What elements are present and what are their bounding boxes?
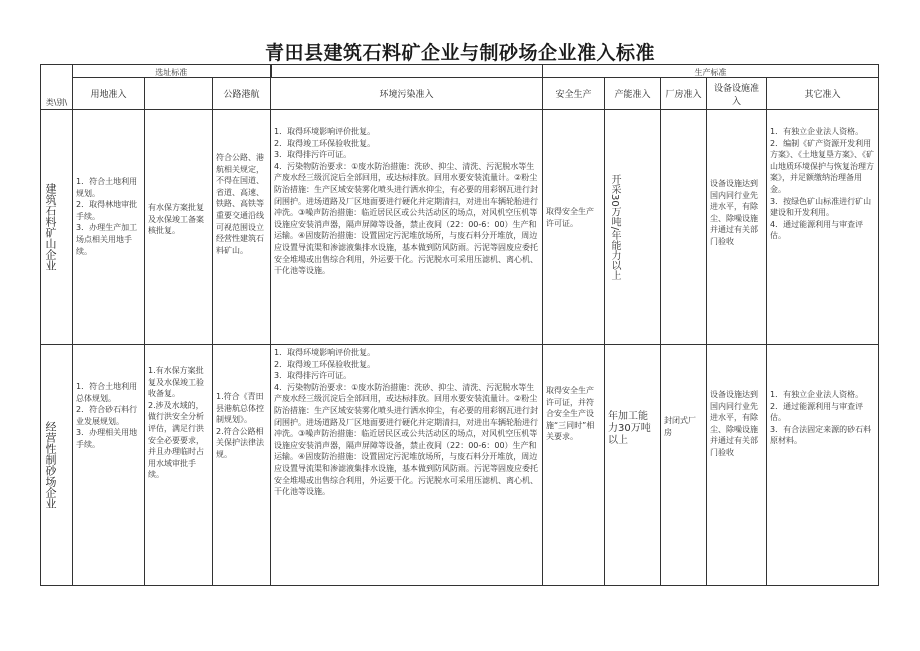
env-cell: 1．取得环境影响评价批复。 2．取得竣工环保验收批复。 3．取得排污许可证。 4．污染物防治要求：①废水防治措施：洗砂、抑尘、清洗、污泥脱水等生产废水经三级沉淀后全部回用，或达标排放。回用水要安装流量计。②粉尘防治措施：生产区域安装雾化喷头进行洒水抑尘，有必要的用彩钢瓦进行封闭围护。进场道路及厂区地面要进行硬化并定期清扫，对进出车辆轮胎进行冲洗。③噪声防治措施：临近居民区或公共活动区的场点，对风机空压机等设施应安装消声器，隔声屏障等设备，禁止夜间（22：00-6：00）生产和运输。④固废防治措施：设置固定污泥堆放场所，与废石料分开堆放，周边应设置导流渠和渗滤液集排水设施，基本做到防风防雨。污泥等固废应委托安全堆場或出售综合利用，外运要干化。污泥脱水可采用压滤机、离心机、干化池等设施。: [271, 110, 543, 345]
category-cell: 经营性制砂场企业: [41, 345, 73, 586]
plant-cell: [661, 110, 707, 345]
corner-label: 类\别\: [41, 65, 73, 110]
col-header-water: [145, 78, 213, 110]
table-row: [41, 345, 879, 586]
other-cell: 1．有独立企业法人资格。 2．编制《矿产资源开发利用方案》、《土地复垦方案》、《矿山地质环境保护与恢复治理方案》，并足额缴纳治理备用金。 3．按绿色矿山标准进行矿山建设和开发利用。 4．通过能源利用与审查评估。: [767, 110, 879, 345]
group-header-production: 生产标准: [543, 65, 879, 78]
col-header-other: 其它准入: [767, 78, 879, 110]
capacity-cell: 年加工能力30万吨以上: [605, 345, 661, 586]
water-cell: 有水保方案批复及水保竣工备案核批复。: [145, 110, 213, 345]
safety-cell: 取得安全生产许可证，并符合安全生产设施“三同时”相关要求。: [543, 345, 605, 586]
other-cell: 1．有独立企业法人资格。 2．通过能源利用与审查评估。 3．有合法固定来源的砂石料原材料。: [767, 345, 879, 586]
col-header-env: 环境污染准入: [271, 78, 543, 110]
road-cell: 符合公路、港航相关规定，不得在国道、省道、高速、铁路、高铁等重要交通沿线可视范围设立经营性建筑石料矿山。: [213, 110, 271, 345]
column-header-row: [41, 78, 879, 110]
plant-cell: 封闭式厂房: [661, 345, 707, 586]
road-cell: 1.符合《青田县港航总体控制规划》。 2.符合公路相关保护法律法规。: [213, 345, 271, 586]
water-cell: 1.有水保方案批复及水保竣工验收备复。 2.涉及水域的，做行洪安全分析评估，满足行洪安全必要要求，并且办理临时占用水域审批手续。: [145, 345, 213, 586]
col-header-safety: 安全生产: [543, 78, 605, 110]
col-header-road: 公路港航: [213, 78, 271, 110]
equipment-cell: 设备设施达到国内同行业先进水平，有除尘、除噪设施并通过有关部门验收: [707, 110, 767, 345]
env-cell: 1．取得环境影响评价批复。 2．取得竣工环保验收批复。 3．取得排污许可证。 4．污染物防治要求：①废水防治措施：洗砂、抑尘、清洗、污泥脱水等生产废水经三级沉淀后全部回用，或达标排放。回用水要安装流量计。②粉尘防治措施：生产区域安装雾化喷头进行洒水抑尘，有必要的用彩钢瓦进行封闭围护。进场道路及厂区地面要进行硬化并定期清扫，对进出车辆轮胎进行冲洗。③噪声防治措施：临近居民区或公共活动区的场点，对风机空压机等设施应安装消声器，隔声屏障等设备，禁止夜间（22：00-6：00）生产和运输。④固废防治措施：设置固定污泥堆放场所，与废石料分开堆放，周边应设置导流渠和渗滤液集排水设施，基本做到防风防雨。污泥等固废应委托安全堆場或出售综合利用，外运要干化。污泥脱水可采用压滤机、离心机、干化池等设施。: [271, 345, 543, 586]
col-header-equipment: 设备设施准入: [707, 78, 767, 110]
safety-cell: 取得安全生产许可证。: [543, 110, 605, 345]
table-row: [41, 110, 879, 345]
land-cell: 1．符合土地利用总体规划。 2．符合砂石料行业发展规划。 3．办理相关用地手续。: [73, 345, 145, 586]
col-header-plant: 厂房准入: [661, 78, 707, 110]
capacity-cell: 开采30万吨/年能力以上: [605, 110, 661, 345]
group-header-row: [41, 65, 879, 78]
land-cell: 1．符合土地利用规划。 2．取得林地审批手续。 3．办理生产加工场点相关用地手续。: [73, 110, 145, 345]
group-header-site: 选址标准: [73, 65, 271, 78]
page-title: 青田县建筑石料矿企业与制砂场企业准入标准: [264, 42, 655, 64]
equipment-cell: 设备设施达到国内同行业先进水平，有除尘、除噪设施并通过有关部门验收: [707, 345, 767, 586]
col-header-land: 用地准入: [73, 78, 145, 110]
standards-table: [40, 64, 879, 586]
category-cell: 建筑石料矿山企业: [41, 110, 73, 345]
col-header-capacity: 产能准入: [605, 78, 661, 110]
